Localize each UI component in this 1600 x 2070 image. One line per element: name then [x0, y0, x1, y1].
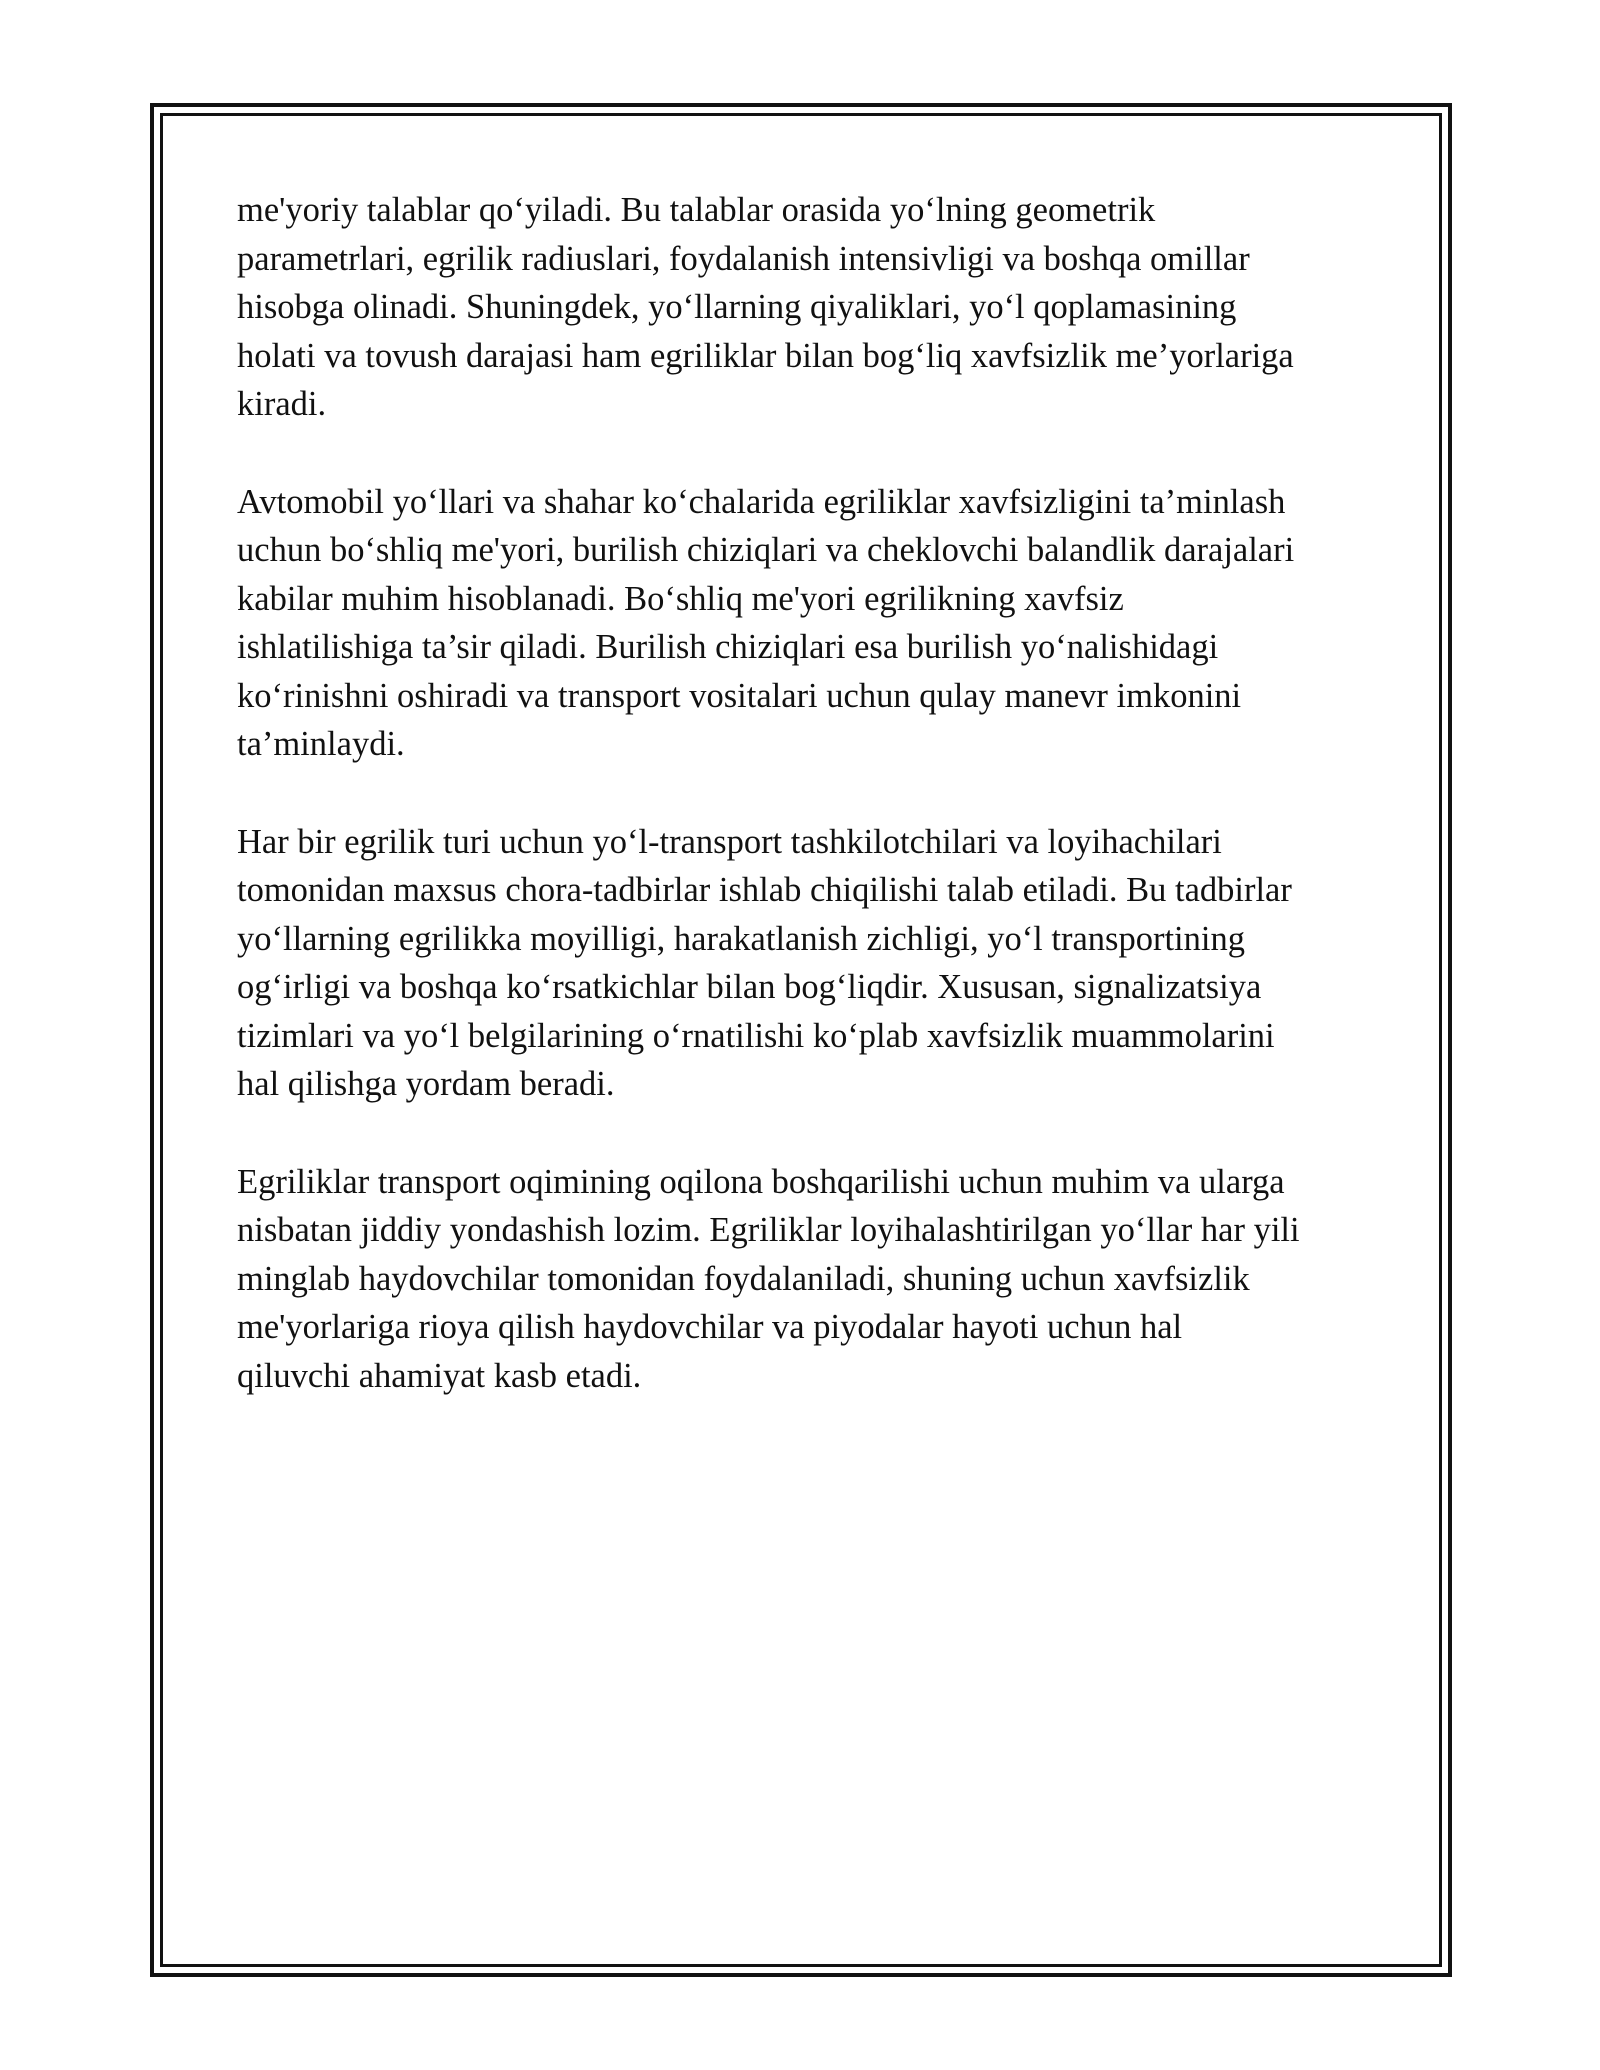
text-line: minglab haydovchilar tomonidan foydalaniladi, shuning uchun xavfsizlik	[237, 1259, 1250, 1298]
text-line: tomonidan maxsus chora-tadbirlar ishlab chiqilishi talab etiladi. Bu tadbirlar	[237, 871, 1292, 909]
text-line: qiluvchi ahamiyat kasb etadi.	[237, 1356, 642, 1395]
text-line: ta’minlaydi.	[237, 725, 405, 763]
text-line: holati va tovush darajasi ham egriliklar bilan bog‘liq xavfsizlik me’yorlariga	[237, 336, 1294, 375]
text-line: tizimlari va yo‘l belgilarining o‘rnatilishi ko‘plab xavfsizlik muammolarini	[237, 1016, 1275, 1055]
text-line: parametrlari, egrilik radiuslari, foydalanish intensivligi va boshqa omillar	[237, 239, 1250, 278]
text-line: og‘irligi va boshqa ko‘rsatkichlar bilan bog‘liqdir. Xususan, signalizatsiya	[237, 968, 1262, 1006]
text-line: nisbatan jiddiy yondashish lozim. Egriliklar loyihalashtirilgan yo‘llar har yili	[237, 1211, 1300, 1249]
text-line: ko‘rinishni oshiradi va transport vositalari uchun qulay manevr imkonini	[237, 676, 1242, 715]
text-line: Har bir egrilik turi uchun yo‘l-transport tashkilotchilari va loyihachilari	[237, 822, 1222, 861]
paragraph-2	[237, 478, 1377, 769]
text-line: ishlatilishiga ta’sir qiladi. Burilish chiziqlari esa burilish yo‘nalishidagi	[237, 628, 1219, 666]
text-line: me'yoriy talablar qo‘yiladi. Bu talablar orasida yo‘lning geometrik	[237, 191, 1156, 229]
text-line: hisobga olinadi. Shuningdek, yo‘llarning qiyaliklari, yo‘l qoplamasining	[237, 288, 1237, 326]
text-line: hal qilishga yordam beradi.	[237, 1065, 615, 1103]
text-line: uchun bo‘shliq me'yori, burilish chiziqlari va cheklovchi balandlik darajalari	[237, 531, 1295, 569]
paragraph-1	[237, 186, 1377, 429]
text-line: Egriliklar transport oqimining oqilona boshqarilishi uchun muhim va ularga	[237, 1162, 1285, 1201]
document-body	[237, 186, 1377, 1449]
text-line: yo‘llarning egrilikka moyilligi, harakatlanish zichligi, yo‘l transportining	[237, 919, 1245, 958]
paragraph-3	[237, 818, 1377, 1109]
paragraph-4	[237, 1158, 1377, 1401]
text-line: Avtomobil yo‘llari va shahar ko‘chalarida egriliklar xavfsizligini ta’minlash	[237, 482, 1286, 521]
text-line: me'yorlariga rioya qilish haydovchilar va piyodalar hayoti uchun hal	[237, 1308, 1183, 1346]
text-line: kiradi.	[237, 385, 327, 423]
text-line: kabilar muhim hisoblanadi. Bo‘shliq me'yori egrilikning xavfsiz	[237, 579, 1124, 618]
